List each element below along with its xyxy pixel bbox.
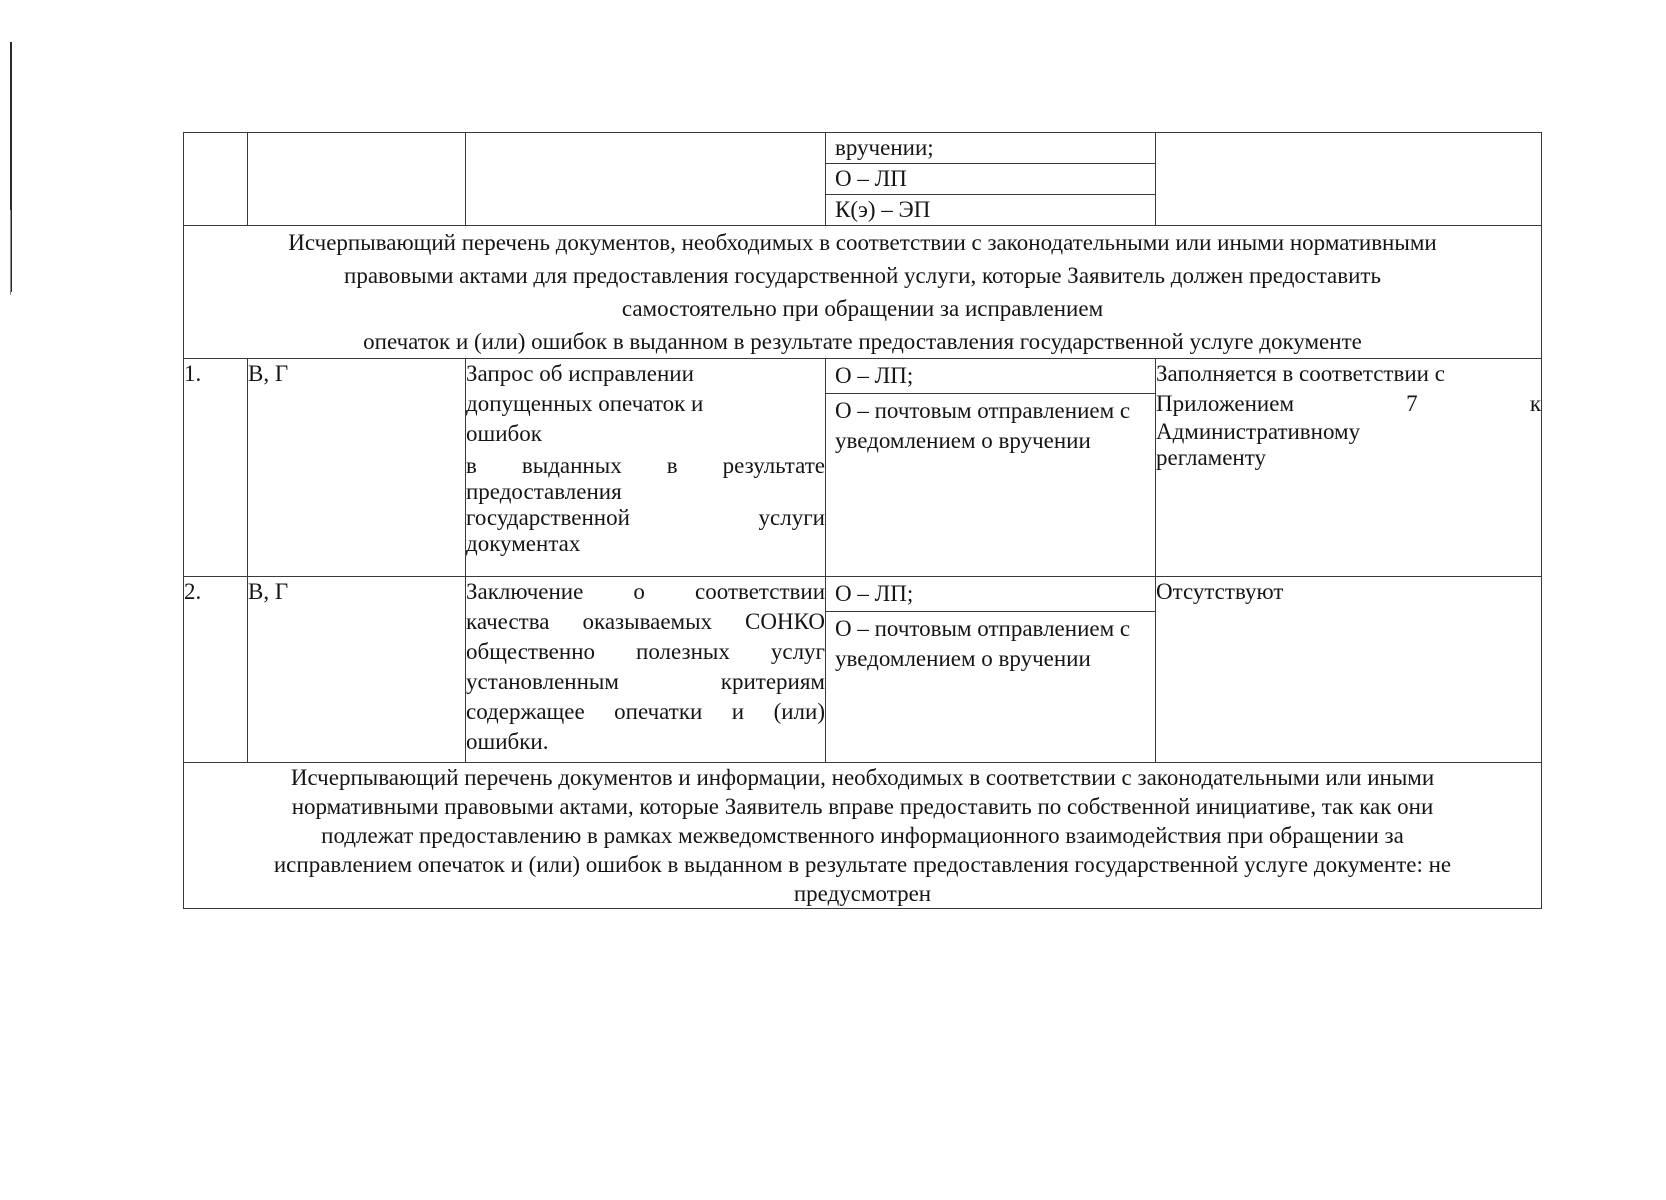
row-note [1156,359,1542,577]
continuation-num-cell [184,133,248,226]
continuation-method-cell [826,133,1156,226]
method-in-person: О – ЛП; [826,577,1155,612]
row-method [826,577,1156,763]
row-number: 2. [184,577,248,763]
row-document [466,577,826,763]
section-header-row [184,226,1542,359]
note-line: Заполняется в соответствии с [1156,361,1445,386]
method-post: О – почтовым отправлением с уведомлением о вручении [835,398,1131,453]
table-row [184,577,1542,763]
continuation-category-cell [248,133,466,226]
section-header-line: предусмотрен [793,881,932,906]
section-header-line: исправлением опечаток и (или) ошибок в выданном в результате предоставления государственной услуге документе: не [273,852,1452,877]
section-header-line: опечаток и (или) ошибок в выданном в результате предоставления государственной услуге документе [363,329,1362,354]
section-header-line: нормативными правовыми актами, которые Заявитель вправе предоставить по собственной инициативе, так как они [291,794,1434,819]
doc-line: допущенных опечаток и [466,391,704,416]
documents-table [183,132,1542,909]
doc-line: в выданных в результате [466,453,825,478]
section-header-line: Исчерпывающий перечень документов и информации, необходимых в соответствии с законодательными или иными [290,765,1435,790]
scan-edge-mark-faint [10,210,11,295]
section-header-line: подлежат предоставлению в рамках межведомственного информационного взаимодействия при обращении за [321,823,1404,848]
method-in-person: О – ЛП; [826,359,1155,394]
doc-line: государственной услуги [466,505,825,530]
method-line: вручении; [826,133,1155,164]
doc-line: качества оказываемых СОНКО [466,609,825,634]
doc-line: документах [466,531,581,556]
doc-line: общественно полезных услуг [466,639,825,664]
doc-line: ошибок [466,421,542,446]
method-post: О – почтовым отправлением с уведомлением о вручении [835,616,1131,671]
section-header-optional-docs [184,763,1542,909]
section-header-line: правовыми актами для предоставления государственной услуги, которые Заявитель должен предоставить [344,263,1381,288]
continuation-doc-cell [466,133,826,226]
method-line: О – ЛП [826,164,1155,195]
doc-line: Заключение о соответствии [466,579,825,604]
section-header-required-docs [184,226,1542,359]
doc-line: ошибки. [466,729,549,754]
table-row [184,359,1542,577]
section-header-line: Исчерпывающий перечень документов, необходимых в соответствии с законодательными или иными нормативными [288,230,1437,255]
doc-line: содержащее опечатки и (или) [466,699,825,724]
doc-line: Запрос об исправлении [466,361,694,386]
section-footer-row [184,763,1542,909]
doc-line: установленным критериям [466,669,825,694]
note-line: регламенту [1156,445,1266,470]
row-method [826,359,1156,577]
continuation-row [184,133,1542,226]
row-category: В, Г [248,577,466,763]
section-header-line: самостоятельно при обращении за исправлением [621,296,1104,321]
method-line: К(э) – ЭП [835,197,931,222]
row-number: 1. [184,359,248,577]
note-line: Административному [1156,419,1361,444]
doc-line: предоставления [466,479,622,504]
row-category: В, Г [248,359,466,577]
row-document [466,359,826,577]
note-line: Приложением 7 к [1156,391,1541,416]
row-note: Отсутствуют [1156,577,1542,763]
continuation-note-cell [1156,133,1542,226]
